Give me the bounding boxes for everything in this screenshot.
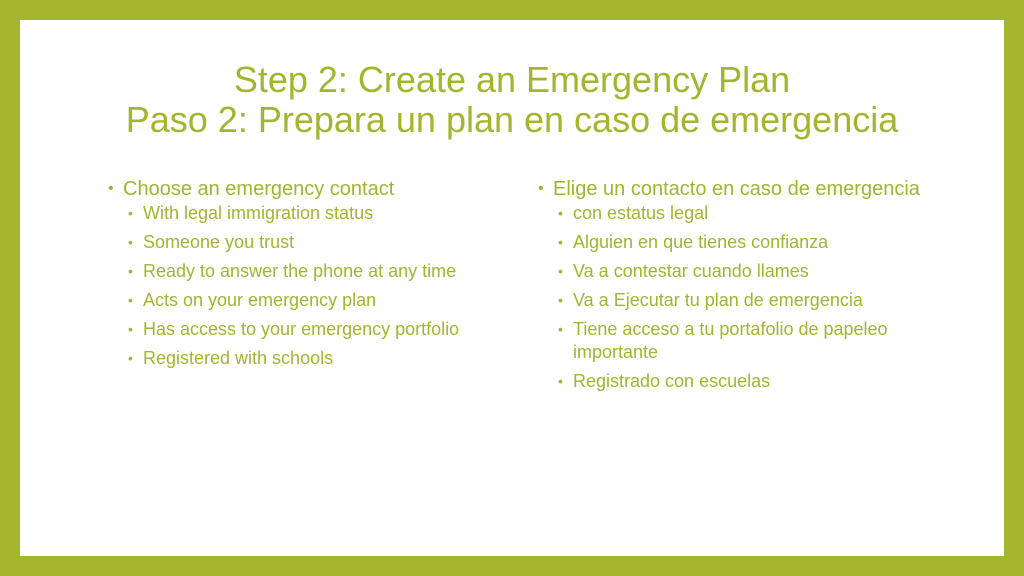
list-item: • Acts on your emergency plan <box>108 289 508 312</box>
english-heading-bullet: • Choose an emergency contact <box>108 176 508 202</box>
list-item: • With legal immigration status <box>108 202 508 225</box>
list-item: • Has access to your emergency portfolio <box>108 318 508 341</box>
list-item: • Tiene acceso a tu portafolio de papeleo importante <box>538 318 938 364</box>
list-item: • con estatus legal <box>538 202 938 225</box>
english-column <box>108 176 508 376</box>
title-english: Step 2: Create an Emergency Plan <box>233 59 791 100</box>
list-item: • Registrado con escuelas <box>538 370 938 393</box>
slide-title <box>20 60 1004 140</box>
slide <box>20 20 1004 556</box>
spanish-column <box>538 176 938 399</box>
list-item: • Va a contestar cuando llames <box>538 260 938 283</box>
spanish-sub-list <box>538 202 938 393</box>
title-spanish: Paso 2: Prepara un plan en caso de emergencia <box>125 99 899 140</box>
english-sub-list <box>108 202 508 370</box>
list-item: • Alguien en que tienes confianza <box>538 231 938 254</box>
list-item: • Ready to answer the phone at any time <box>108 260 508 283</box>
list-item: • Va a Ejecutar tu plan de emergencia <box>538 289 938 312</box>
list-item: • Someone you trust <box>108 231 508 254</box>
list-item: • Registered with schools <box>108 347 508 370</box>
spanish-heading-bullet: • Elige un contacto en caso de emergencia <box>538 176 938 202</box>
